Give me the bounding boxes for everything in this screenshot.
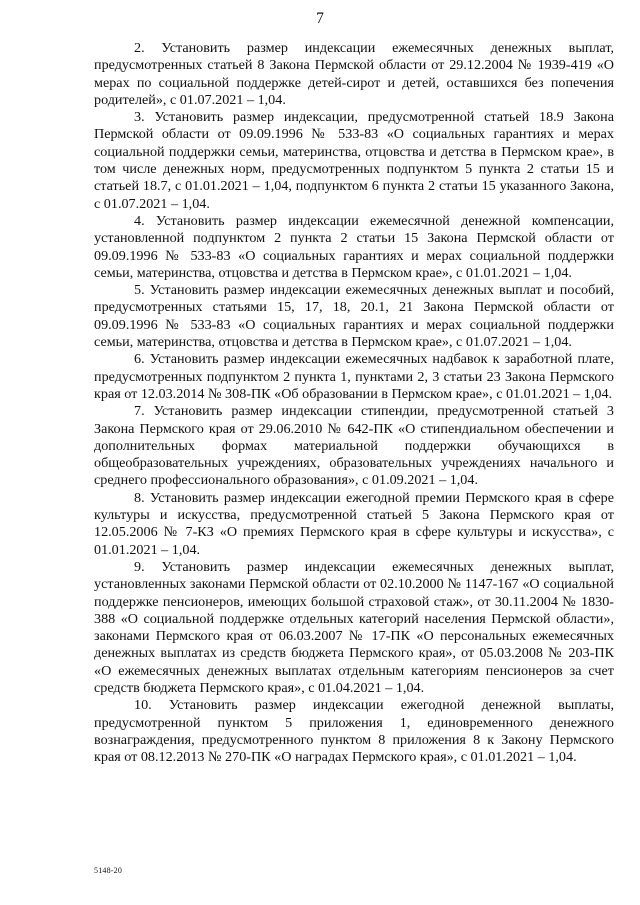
document-body [94, 40, 614, 766]
paragraph-10: 10. Установить размер индексации ежегодной денежной выплаты, предусмотренной пунктом 5 приложения 1, единовременного денежного вознаграждения, предусмотренного пунктом 8 приложения 8 к Закону Пермского края от 08.12.2013 № 270-ПК «О наградах Пермского края», с 01.01.2021 – 1,04. [94, 697, 614, 766]
page-number: 7 [316, 10, 324, 27]
paragraph-4: 4. Установить размер индексации ежемесячной денежной компенсации, установленной подпунктом 2 пункта 2 статьи 15 Закона Пермской области от 09.09.1996 № 533-83 «О социальных гарантиях и мерах социальной поддержки семьи, материнства, отцовства и детства в Пермском крае», с 01.01.2021 – 1,04. [94, 212, 614, 281]
paragraph-7: 7. Установить размер индексации стипендии, предусмотренной статьей 3 Закона Пермского края от 29.06.2010 № 642-ПК «О стипендиальном обеспечении и дополнительных формах материальной поддержки обучающихся в общеобразовательных учреждениях, образовательных учреждениях начального и среднего профессионального образования», с 01.09.2021 – 1,04. [94, 403, 614, 489]
paragraph-6: 6. Установить размер индексации ежемесячных надбавок к заработной плате, предусмотренных подпунктом 2 пункта 1, пунктами 2, 3 статьи 23 Закона Пермского края от 12.03.2014 № 308-ПК «Об образовании в Пермском крае», с 01.01.2021 – 1,04. [94, 351, 614, 402]
paragraph-9: 9. Установить размер индексации ежемесячных денежных выплат, установленных законами Пермской области от 02.10.2000 № 1147-167 «О социальной поддержке пенсионеров, имеющих большой страховой стаж», от 30.11.2004 № 1830-388 «О социальной поддержке отдельных категорий населения Пермской области», законами Пермского края от 06.03.2007 № 17-ПК «О персональных ежемесячных денежных выплатах из средств бюджета Пермского края», от 05.03.2008 № 203-ПК «О ежемесячных денежных выплатах отдельным категориям пенсионеров за счет средств бюджета Пермского края», с 01.04.2021 – 1,04. [94, 558, 614, 696]
document-code: 5148-20 [94, 866, 123, 875]
paragraph-8: 8. Установить размер индексации ежегодной премии Пермского края в сфере культуры и искусства, предусмотренной статьей 5 Закона Пермского края от 12.05.2006 № 7-КЗ «О премиях Пермского края в сфере культуры и искусства», с 01.01.2021 – 1,04. [94, 489, 614, 558]
paragraph-2: 2. Установить размер индексации ежемесячных денежных выплат, предусмотренных статьей 8 Закона Пермской области от 29.12.2004 № 1939-419 «О мерах по социальной поддержке детей-сирот и детей, оставшихся без попечения родителей», с 01.07.2021 – 1,04. [94, 40, 614, 108]
paragraph-5: 5. Установить размер индексации ежемесячных денежных выплат и пособий, предусмотренных статьями 15, 17, 18, 20.1, 21 Закона Пермской области от 09.09.1996 № 533-83 «О социальных гарантиях и мерах социальной поддержки семьи, материнства, отцовства и детства в Пермском крае», с 01.07.2021 – 1,04. [94, 282, 614, 351]
paragraph-3: 3. Установить размер индексации, предусмотренной статьей 18.9 Закона Пермской области от 09.09.1996 № 533-83 «О социальных гарантиях и мерах социальной поддержки семьи, материнства, отцовства и детства в Пермском крае», в том числе денежных норм, предусмотренных подпунктом 5 пункта 2 статьи 15 и статьей 18.7, с 01.01.2021 – 1,04, подпунктом 6 пункта 2 статьи 15 указанного Закона, с 01.07.2021 – 1,04. [94, 109, 614, 212]
